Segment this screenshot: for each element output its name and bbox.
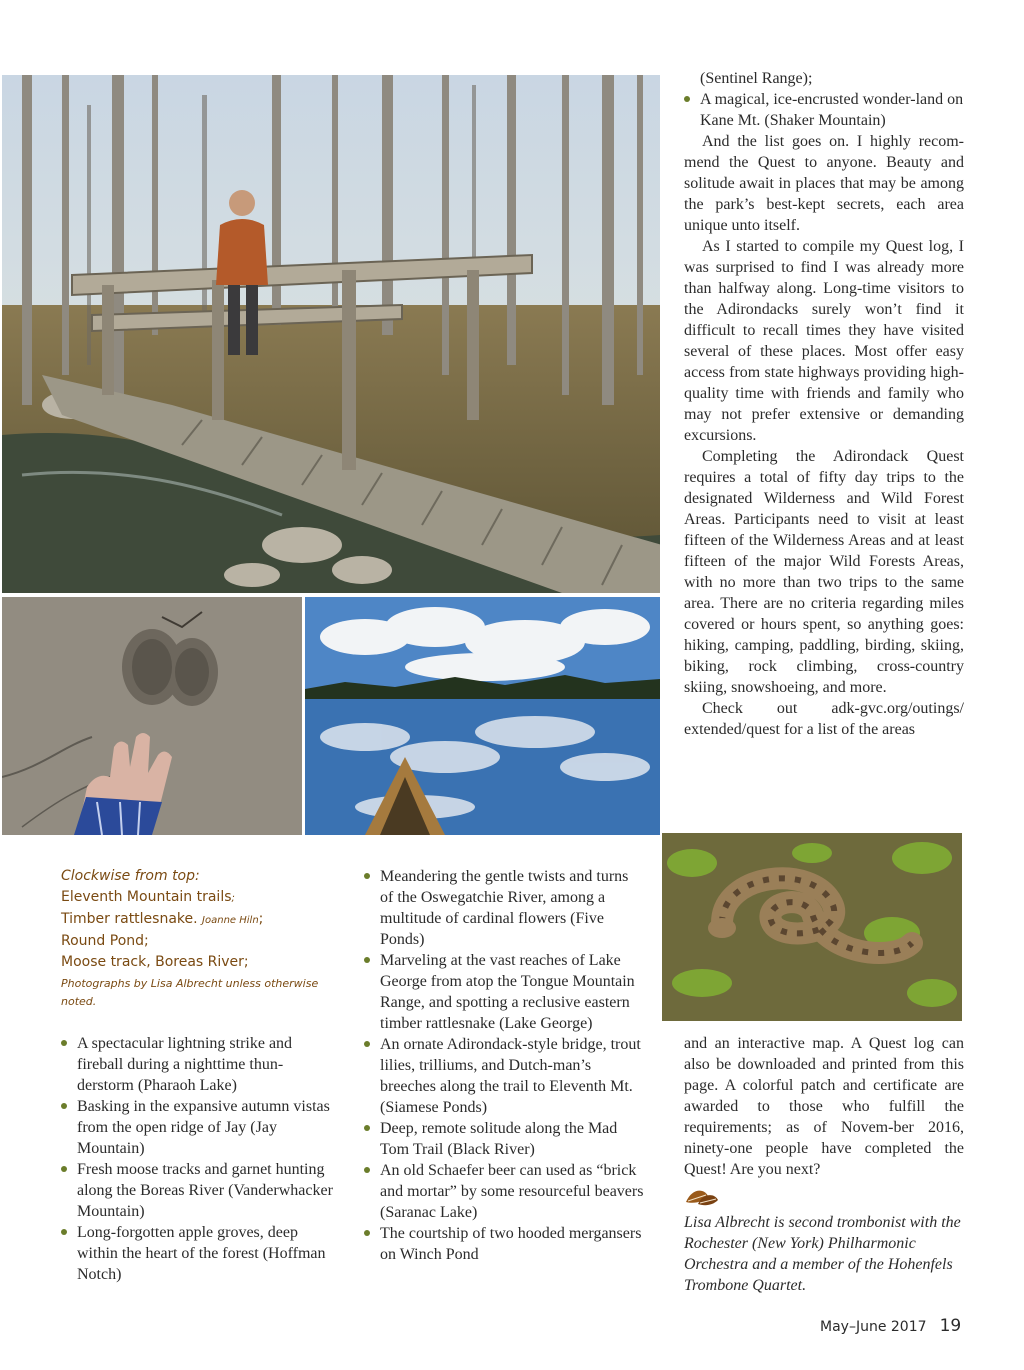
photo-caption <box>61 866 346 1011</box>
rattlesnake-illustration <box>662 833 962 1021</box>
paragraph: Completing the Adirondack Quest requires a total of fifty day trips to the designated Wilderness and Wild Forest Areas. Participants need to visit at least fifteen of the Wilderness Areas and at least fifteen of the major Wild Forests Areas, with no more than two trips to the same area. There are no criteria regarding miles covered or hours spent, so anything goes: hiking, camping, paddling, birding, skiing, biking, rock climbing, cross-country skiing, snowshoeing, and more. <box>684 448 964 696</box>
issue-date: May–June 2017 <box>820 1319 927 1335</box>
list-item: Meandering the gentle twists and turns of the Oswegatchie River, among a multitude of cardinal flowers (Five Ponds) <box>364 866 644 950</box>
paragraph: As I started to compile my Quest log, I was surprised to find I was already more than halfway along. Long-time visitors to the Adirondacks surely won’t find it difficult to recall times they have visited several of these places. Most offer easy access from state highways providing high-quality time with friends and family who may not prefer extensive or demanding excursions. <box>684 238 964 444</box>
caption-line: Round Pond; <box>61 933 149 949</box>
bullet-icon <box>364 957 370 963</box>
bridge-illustration <box>2 75 660 593</box>
caption-line: Moose track, Boreas River; <box>61 954 249 970</box>
list-item: Fresh moose tracks and garnet hunting along the Boreas River (Vanderwhacker Mountain) <box>61 1159 333 1222</box>
bridge-photo <box>2 75 660 593</box>
list-item: The courtship of two hooded mergansers on Winch Pond <box>364 1223 644 1265</box>
moose-track-photo <box>2 597 302 835</box>
round-pond-photo <box>305 597 660 835</box>
bullet-icon <box>684 96 690 102</box>
bullet-icon <box>364 1230 370 1236</box>
list-item: An old Schaefer beer can used as “brick and mortar” by some resourceful beavers (Saranac Lake) <box>364 1160 644 1223</box>
photo-credit: Joanne Hiln <box>202 915 259 926</box>
author-bio: Lisa Albrecht is second trombonist with the Rochester (New York) Philharmonic Orchestra and a member of the Hohenfels Trombone Quartet. <box>684 1214 961 1294</box>
column-3-top <box>684 68 964 740</box>
paragraph: and an interactive map. A Quest log can also be downloaded and printed from this page. A colorful patch and certificate are awarded to those who fulfill the requirements; as of Novem-ber 2016, ninety-one people have completed the Quest! Are you next? <box>684 1035 964 1178</box>
bullet-icon <box>61 1040 67 1046</box>
col3-bullet-list <box>684 89 964 131</box>
moose-track-illustration <box>2 597 302 835</box>
bullet-icon <box>61 1103 67 1109</box>
list-item: Deep, remote solitude along the Mad Tom Trail (Black River) <box>364 1118 644 1160</box>
rattlesnake-photo <box>662 833 962 1021</box>
leaf-ornament-icon <box>684 1186 720 1208</box>
caption-heading: Clockwise from top: <box>61 868 200 884</box>
page-footer <box>820 1316 970 1340</box>
list-item: A spectacular lightning strike and fireball during a nighttime thun-derstorm (Pharaoh Lake) <box>61 1033 333 1096</box>
col2-bullet-list <box>364 866 644 1265</box>
bullet-icon <box>61 1229 67 1235</box>
round-pond-illustration <box>305 597 660 835</box>
caption-photo-note: Photographs by Lisa Albrecht unless otherwise noted. <box>61 977 319 1008</box>
bullet-icon <box>61 1166 67 1172</box>
column-1-bullets <box>61 1033 333 1285</box>
page-number: 19 <box>939 1316 962 1336</box>
bullet-icon <box>364 1041 370 1047</box>
list-item: An ornate Adirondack-style bridge, trout lilies, trilliums, and Dutch-man’s breeches along the trail to Eleventh Mt. (Siamese Ponds) <box>364 1034 644 1118</box>
bullet-icon <box>364 873 370 879</box>
list-item: Marveling at the vast reaches of Lake George from atop the Tongue Mountain Range, and spotting a reclusive eastern timber rattlesnake (Lake George) <box>364 950 644 1034</box>
bullet-icon <box>364 1125 370 1131</box>
bullet-icon <box>364 1167 370 1173</box>
list-item: Long-forgotten apple groves, deep within the heart of the forest (Hoffman Notch) <box>61 1222 333 1285</box>
col1-bullet-list <box>61 1033 333 1285</box>
column-3-bottom <box>684 1033 964 1296</box>
paragraph: And the list goes on. I highly recom-mend the Quest to anyone. Beauty and solitude await in places that may be among the park’s best-kept secrets, each area unique unto itself. <box>684 133 964 234</box>
bullet-continuation: (Sentinel Range); <box>700 70 813 87</box>
paragraph-quest-link: Check out adk-gvc.org/outings/ extended/quest for a list of the areas <box>684 700 964 738</box>
caption-line: Timber rattlesnake. Joanne Hiln; <box>61 911 264 927</box>
caption-line: Eleventh Mountain trails; <box>61 889 235 905</box>
list-item: A magical, ice-encrusted wonder-land on Kane Mt. (Shaker Mountain) <box>684 89 964 131</box>
list-item: Basking in the expansive autumn vistas from the open ridge of Jay (Jay Mountain) <box>61 1096 333 1159</box>
column-2-bullets <box>364 866 644 1265</box>
